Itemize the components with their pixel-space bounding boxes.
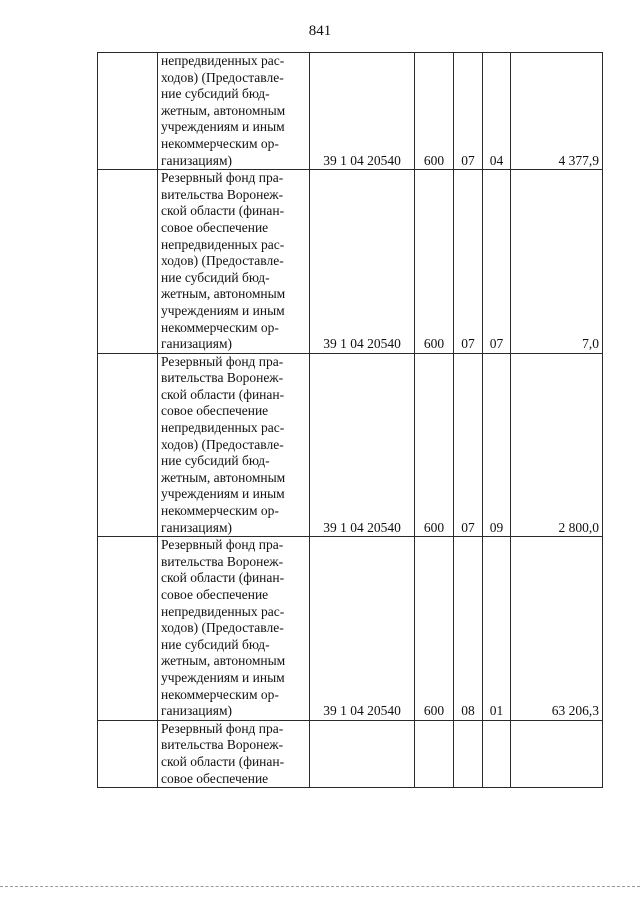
- amount-cell: [511, 720, 603, 787]
- expense-name-line: ганизациям): [161, 152, 233, 168]
- expense-name-line: ние субсидий бюд-: [161, 269, 270, 285]
- expense-name-line: вительства Воронеж-: [161, 737, 284, 753]
- expense-name-line: учреждениям и иным: [161, 119, 285, 135]
- expense-name-line: некоммерческим ор-: [161, 686, 279, 702]
- expense-name-line: некоммерческим ор-: [161, 319, 279, 335]
- expense-name-line: учреждениям и иным: [161, 669, 285, 685]
- table-row: [98, 170, 603, 354]
- expense-name-line: жетным, автономным: [161, 469, 286, 485]
- target-article-cell: 39 1 04 20540: [310, 53, 415, 170]
- amount-cell: 4 377,9: [511, 53, 603, 170]
- expense-type-cell: 600: [415, 170, 454, 354]
- expense-name-cell: [158, 720, 310, 787]
- section-cell: [454, 720, 483, 787]
- expense-name-line: ходов) (Предоставле-: [161, 436, 284, 452]
- subsection-cell: 01: [483, 537, 511, 721]
- expense-name-line: непредвиденных рас-: [161, 236, 285, 252]
- expense-name-line: совое обеспечение: [161, 587, 269, 602]
- expense-name-line: Резервный фонд пра-: [161, 537, 284, 553]
- expense-name-line: Резервный фонд пра-: [161, 720, 284, 736]
- expense-name-line: жетным, автономным: [161, 286, 286, 302]
- table-row: [98, 720, 603, 787]
- scan-edge-line: [0, 886, 640, 887]
- expense-name-line: учреждениям и иным: [161, 486, 285, 502]
- expense-name-line: совое обеспечение: [161, 403, 269, 419]
- expense-name-line: Резервный фонд пра-: [161, 170, 284, 186]
- expense-name-line: жетным, автономным: [161, 102, 286, 118]
- expense-name-line: жетным, автономным: [161, 653, 286, 669]
- expense-name-line: ние субсидий бюд-: [161, 453, 270, 469]
- expense-name-line: ходов) (Предоставле-: [161, 69, 284, 85]
- empty-cell: [98, 537, 158, 721]
- expense-name-line: ходов) (Предоставле-: [161, 253, 284, 269]
- subsection-cell: 04: [483, 53, 511, 170]
- expense-name-line: учреждениям и иным: [161, 302, 285, 318]
- expense-name-line: ние субсидий бюд-: [161, 636, 270, 652]
- expense-type-cell: [415, 720, 454, 787]
- expense-name-line: ской области (финан-: [161, 386, 285, 402]
- expense-name-line: ской области (финан-: [161, 203, 285, 219]
- expense-name-cell: [158, 537, 310, 721]
- expense-name-line: ганизациям): [161, 336, 233, 352]
- expense-name-line: вительства Воронеж-: [161, 553, 284, 569]
- empty-cell: [98, 353, 158, 537]
- budget-table: [97, 52, 603, 788]
- section-cell: 07: [454, 53, 483, 170]
- table-row: [98, 353, 603, 537]
- page-number: 841: [308, 23, 332, 39]
- target-article-cell: 39 1 04 20540: [310, 353, 415, 537]
- expense-name-line: ние субсидий бюд-: [161, 86, 270, 102]
- subsection-cell: 09: [483, 353, 511, 537]
- expense-type-cell: 600: [415, 353, 454, 537]
- expense-name-line: ганизациям): [161, 519, 233, 535]
- expense-type-cell: 600: [415, 53, 454, 170]
- expense-name-line: совое обеспечение: [161, 219, 269, 235]
- table-row: [98, 53, 603, 170]
- expense-name-line: ской области (финан-: [161, 753, 285, 769]
- expense-name-line: ходов) (Предоставле-: [161, 620, 284, 636]
- section-cell: 07: [454, 170, 483, 354]
- target-article-cell: [310, 720, 415, 787]
- expense-name-line: непредвиденных рас-: [161, 53, 285, 68]
- expense-name-line: некоммерческим ор-: [161, 503, 279, 519]
- target-article-cell: 39 1 04 20540: [310, 537, 415, 721]
- target-article-cell: 39 1 04 20540: [310, 170, 415, 354]
- expense-type-cell: 600: [415, 537, 454, 721]
- expense-name-line: Резервный фонд пра-: [161, 353, 284, 369]
- expense-name-cell: [158, 170, 310, 354]
- expense-name-line: некоммерческим ор-: [161, 135, 279, 151]
- expense-name-line: вительства Воронеж-: [161, 186, 284, 202]
- empty-cell: [98, 53, 158, 170]
- empty-cell: [98, 170, 158, 354]
- expense-name-cell: [158, 53, 310, 170]
- amount-cell: 7,0: [511, 170, 603, 354]
- section-cell: 07: [454, 353, 483, 537]
- expense-name-line: совое обеспечение: [161, 770, 269, 786]
- expense-name-line: непредвиденных рас-: [161, 420, 285, 436]
- expense-name-line: ганизациям): [161, 703, 233, 719]
- amount-cell: 2 800,0: [511, 353, 603, 537]
- section-cell: 08: [454, 537, 483, 721]
- expense-name-line: непредвиденных рас-: [161, 603, 285, 619]
- expense-name-line: вительства Воронеж-: [161, 370, 284, 386]
- empty-cell: [98, 720, 158, 787]
- amount-cell: 63 206,3: [511, 537, 603, 721]
- subsection-cell: [483, 720, 511, 787]
- expense-name-cell: [158, 353, 310, 537]
- table-row: [98, 537, 603, 721]
- expense-name-line: ской области (финан-: [161, 570, 285, 586]
- subsection-cell: 07: [483, 170, 511, 354]
